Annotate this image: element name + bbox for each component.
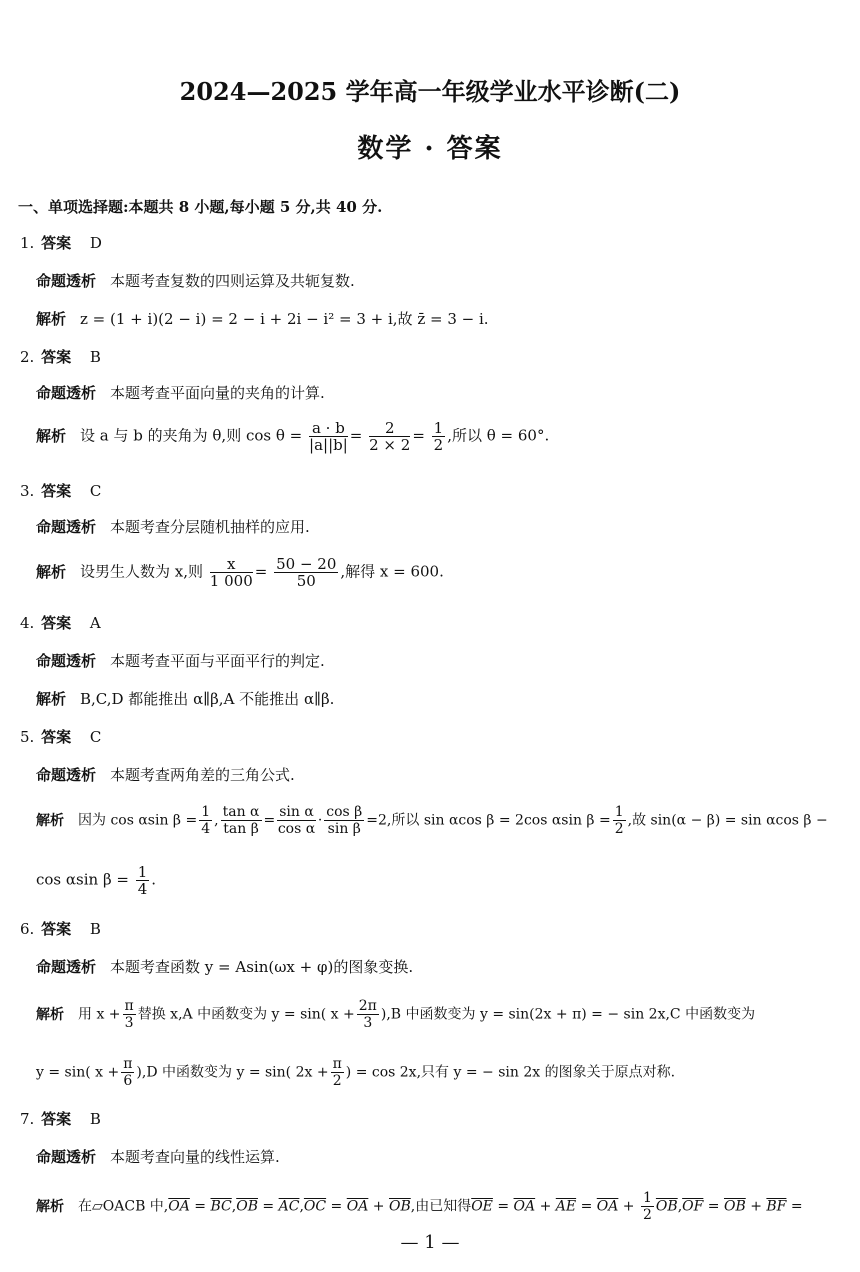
q7-answer: B	[89, 1110, 101, 1128]
fraction	[357, 998, 379, 1031]
q1-solution	[36, 308, 489, 329]
analysis-label: 命题透析	[36, 766, 97, 784]
q4-analysis	[36, 650, 325, 671]
analysis-label: 命题透析	[36, 518, 97, 536]
q5-analysis	[36, 764, 295, 785]
q6-answer: B	[89, 920, 101, 938]
q7-number: 7.	[20, 1110, 35, 1128]
numerator: π	[124, 998, 134, 1014]
q6-cont-a: y = sin( x +	[36, 1064, 120, 1081]
fraction	[613, 804, 626, 837]
page-title: 2024—2025 学年高一年级学业水平诊断(二)	[179, 77, 681, 106]
solution-label: 解析	[36, 1006, 64, 1023]
q5-analysis-text: 本题考查两角差的三角公式.	[110, 766, 295, 784]
q5-solution-d: ,故 sin(α − β) = sin αcos β −	[627, 812, 828, 829]
fraction	[331, 1056, 344, 1089]
fraction	[199, 804, 212, 837]
q3-solution-a: 设男生人数为 x,则	[80, 562, 204, 581]
q6-solution-b: 替换 x,A 中函数变为 y = sin( x +	[137, 1006, 355, 1023]
q5-solution: 解析 因为 cos αsin β = $\frac{1}{4}$ , $\frac{\text{tan α}}{\text{tan β}}$ = $\frac{\text{sin α}}{\text{cos α}}$ · $\frac{\text{cos β}}{\text{sin β}}$ =2,所以 sin αcos β = 2cos αsin β = $\frac{1}{2}$ ,故 sin(α − β) = sin αcos β −	[36, 804, 828, 837]
denominator: 1 000	[209, 572, 253, 590]
q6-number: 6.	[20, 920, 35, 938]
q3-answer-line	[20, 480, 101, 501]
q6-solution-c: ),B 中函数变为 y = sin(2x + π) = − sin 2x,C 中函数变为	[380, 1006, 756, 1023]
q5-cont-a: cos αsin β =	[36, 870, 129, 889]
q2-analysis-text: 本题考查平面向量的夹角的计算.	[110, 384, 325, 402]
q4-analysis-text: 本题考查平面与平面平行的判定.	[110, 652, 325, 670]
analysis-label: 命题透析	[36, 1148, 97, 1166]
analysis-label: 命题透析	[36, 958, 97, 976]
denominator: 50	[296, 572, 316, 590]
denominator: 4	[137, 880, 148, 898]
page-number: — 1 —	[400, 1232, 460, 1253]
q5-answer-line	[20, 726, 101, 747]
denominator: sin β	[327, 821, 361, 837]
answer-label: 答案	[41, 728, 72, 746]
numerator: sin α	[279, 804, 314, 820]
q3-solution-b: ,解得 x = 600.	[340, 562, 444, 581]
q2-solution-b: ,所以 θ = 60°.	[447, 426, 550, 445]
q7-analysis-text: 本题考查向量的线性运算.	[110, 1148, 280, 1166]
q5-solution-c: =2,所以 sin αcos β = 2cos αsin β =	[366, 812, 611, 829]
q1-analysis-text: 本题考查复数的四则运算及共轭复数.	[110, 272, 355, 290]
denominator: cos α	[277, 821, 316, 837]
q3-number: 3.	[20, 482, 35, 500]
q7-solution-c: =	[790, 1198, 803, 1215]
numerator: 2	[369, 420, 410, 437]
q3-analysis	[36, 516, 310, 537]
q4-solution	[36, 688, 334, 709]
q5-number: 5.	[20, 728, 35, 746]
q5-solution-cont	[36, 864, 156, 897]
q3-answer: C	[89, 482, 102, 500]
q6-cont-c: ) = cos 2x,只有 y = − sin 2x 的图象关于原点对称.	[345, 1064, 676, 1081]
fraction	[309, 420, 348, 453]
q1-solution-text: z = (1 + i)(2 − i) = 2 − i + 2i − i² = 3 + i,故 z̄ = 3 − i.	[80, 310, 489, 328]
numerator: cos β	[326, 804, 363, 820]
fraction	[432, 420, 446, 453]
fraction	[277, 804, 316, 837]
analysis-label: 命题透析	[36, 652, 97, 670]
q2-answer: B	[89, 348, 101, 366]
solution-label: 解析	[36, 310, 67, 328]
q1-analysis	[36, 270, 355, 291]
numerator: 2π	[358, 998, 377, 1014]
denominator: 4	[201, 821, 211, 837]
q1-answer-line	[20, 232, 102, 253]
numerator: 1	[614, 804, 624, 820]
q2-answer-line	[20, 346, 101, 367]
analysis-label: 命题透析	[36, 384, 97, 402]
q7-answer-line	[20, 1108, 101, 1129]
q1-number: 1.	[20, 234, 35, 252]
denominator: 3	[363, 1015, 373, 1031]
numerator: 1	[643, 1190, 652, 1206]
q6-analysis	[36, 956, 413, 977]
denominator: 2	[433, 436, 444, 454]
answer-label: 答案	[41, 614, 72, 632]
solution-label: 解析	[36, 562, 67, 581]
numerator: π	[123, 1056, 133, 1072]
solution-label: 解析	[36, 690, 67, 708]
fraction	[121, 1056, 134, 1089]
q5-solution-a: 因为 cos αsin β =	[78, 812, 198, 829]
q5-solution-b: ,	[214, 812, 219, 829]
fraction	[221, 804, 262, 837]
denominator: 2	[643, 1207, 652, 1223]
denominator: 3	[124, 1015, 134, 1031]
q2-solution: 解析 设 a 与 b 的夹角为 θ,则 cos θ = $\frac{a \cdot b}{|a||b|}$ = $\frac{2}{2 \times 2}$ = $\frac{1}{2}$ ,所以 θ = 60°.	[36, 419, 550, 454]
numerator: 50 − 20	[276, 555, 337, 573]
solution-label: 解析	[36, 1198, 64, 1215]
q3-solution: 解析 设男生人数为 x,则 $\frac{x}{1 000}$ = $\frac{50 - 20}{50}$ ,解得 x = 600.	[36, 555, 444, 590]
numerator: x	[210, 556, 253, 573]
numerator: π	[332, 1056, 342, 1072]
denominator: 2	[614, 821, 624, 837]
q2-solution-a: 设 a 与 b 的夹角为 θ,则 cos θ =	[80, 426, 303, 445]
solution-label: 解析	[36, 812, 64, 829]
solution-label: 解析	[36, 426, 67, 445]
fraction	[136, 864, 150, 897]
q6-solution-a: 用 x +	[78, 1006, 121, 1023]
q2-analysis	[36, 382, 325, 403]
answer-label: 答案	[41, 482, 72, 500]
numerator: 1	[137, 863, 148, 881]
q6-answer-line	[20, 918, 101, 939]
q5-answer: C	[89, 728, 102, 746]
q4-answer-line	[20, 612, 101, 633]
q7-solution-a: 在▱OACB 中,	[78, 1198, 169, 1215]
q4-number: 4.	[20, 614, 35, 632]
fraction	[641, 1190, 654, 1223]
numerator: tan α	[222, 804, 260, 820]
fraction	[123, 998, 136, 1031]
denominator: 6	[123, 1073, 133, 1089]
q6-solution-cont	[36, 1056, 675, 1089]
q6-analysis-text: 本题考查函数 y = Asin(ωx + φ)的图象变换.	[110, 958, 414, 976]
denominator: tan β	[223, 821, 259, 837]
denominator: |a||b|	[309, 436, 348, 454]
fraction	[210, 556, 253, 589]
numerator: 1	[433, 419, 444, 437]
q5-cont-b: .	[151, 870, 157, 889]
q6-cont-b: ),D 中函数变为 y = sin( 2x +	[136, 1064, 329, 1081]
q6-solution	[36, 998, 755, 1031]
q7-analysis	[36, 1146, 280, 1167]
denominator: 2 × 2	[369, 436, 411, 454]
fraction	[369, 420, 410, 453]
q4-answer: A	[89, 614, 101, 632]
answer-label: 答案	[41, 348, 72, 366]
q2-number: 2.	[20, 348, 35, 366]
denominator: 2	[332, 1073, 342, 1089]
numerator: 1	[201, 804, 211, 820]
q7-solution: 解析 在▱OACB 中$,\overline{OA} = \overline{BC},\overline{OB} = \overline{AC},\overline{OC} = \overline{OA} + \overline{OB}$,由已知得$\overline{OE} = \overline{OA} + \overline{AE} = \overline{OA}$ + $\frac{1}{2}$ $\overline{OB},\overline{OF} = \overline{OB} + \overline{BF}$ =	[36, 1190, 803, 1223]
page-subtitle: 数学 · 答案	[357, 134, 503, 164]
section-heading: 一、单项选择题:本题共 8 小题,每小题 5 分,共 40 分.	[18, 198, 383, 216]
answer-label: 答案	[41, 234, 72, 252]
answer-label: 答案	[41, 920, 72, 938]
fraction	[274, 556, 338, 589]
numerator: a · b	[309, 420, 348, 437]
q4-solution-text: B,C,D 都能推出 α∥β,A 不能推出 α∥β.	[80, 690, 335, 708]
analysis-label: 命题透析	[36, 272, 97, 290]
q1-answer: D	[89, 234, 102, 252]
fraction	[324, 804, 364, 837]
q3-analysis-text: 本题考查分层随机抽样的应用.	[110, 518, 310, 536]
answer-label: 答案	[41, 1110, 72, 1128]
q7-solution-b: 由已知得	[415, 1198, 472, 1215]
